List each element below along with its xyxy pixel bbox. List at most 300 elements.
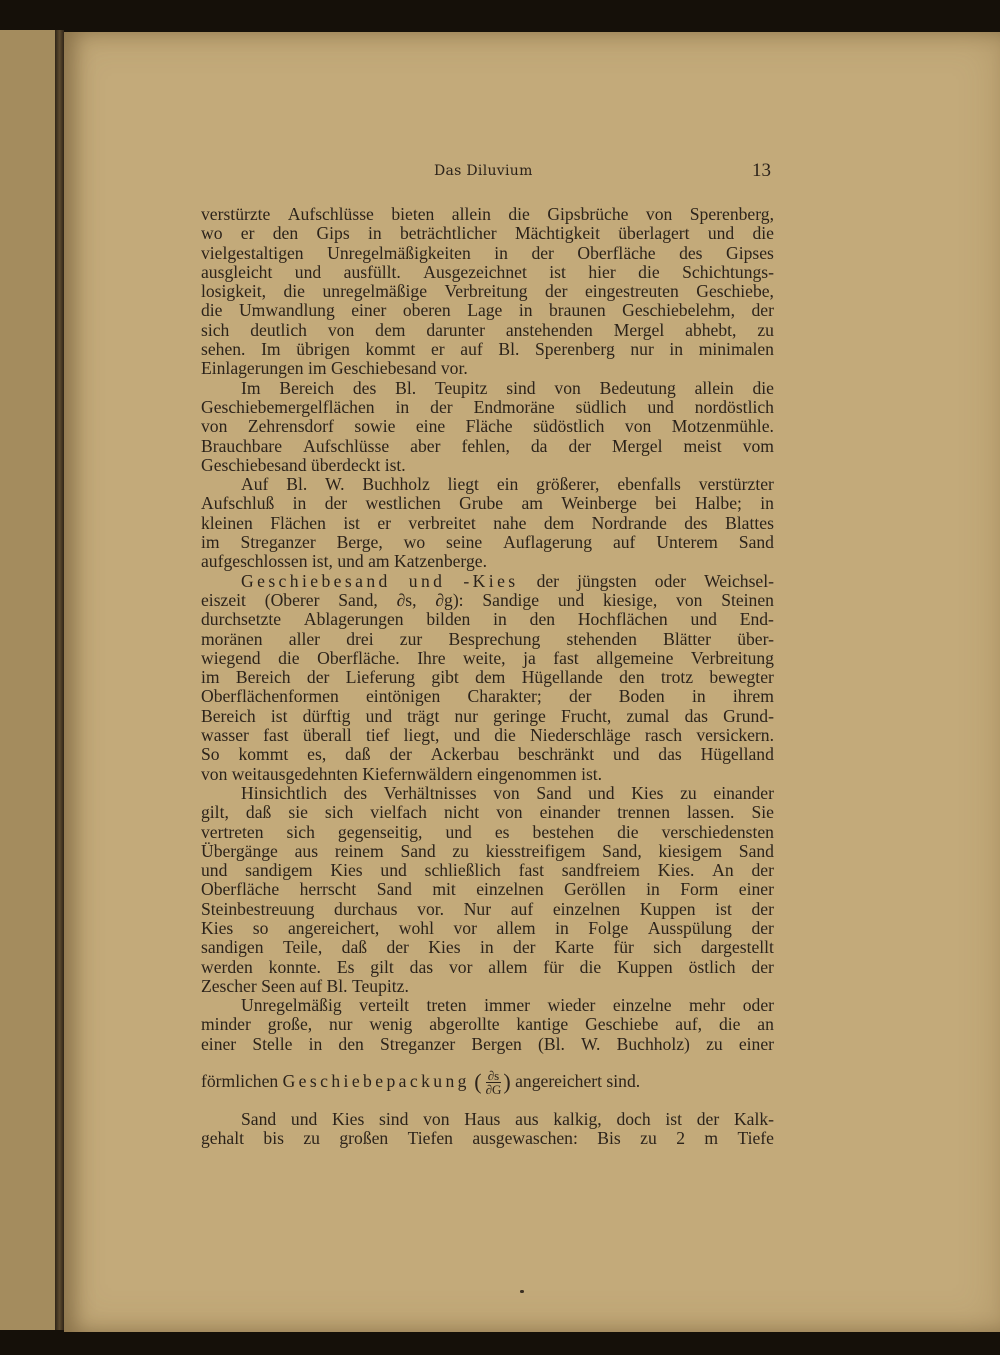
word: Ausspülung <box>647 917 732 938</box>
word: nordöstlich <box>694 396 774 417</box>
word: sandigen <box>201 937 264 958</box>
word: Kuppen <box>617 956 673 977</box>
word: Bl. <box>326 975 348 996</box>
word: Geschiebemergelflächen <box>201 396 375 417</box>
word: Oberflächenformen <box>201 686 339 707</box>
word: Sperenberg, <box>689 204 774 224</box>
word: Kies <box>330 860 363 881</box>
text-line <box>201 861 774 880</box>
word: meist <box>683 435 722 456</box>
word: sind <box>379 1109 409 1130</box>
fraction-numerator: ∂s <box>487 1067 500 1083</box>
word: durchaus <box>334 898 398 919</box>
text-line <box>201 379 774 398</box>
word: weite, <box>463 647 506 668</box>
word: Ablagerungen <box>303 609 404 630</box>
word: losigkeit, <box>201 281 266 302</box>
word: Streganzer <box>379 1033 456 1054</box>
word: er <box>431 339 445 360</box>
word: übrigen <box>296 339 350 360</box>
text-line <box>201 456 774 475</box>
text-line <box>201 1015 774 1034</box>
word: von <box>624 416 652 437</box>
body-text <box>201 205 774 1149</box>
word: Grund- <box>723 705 774 726</box>
word: die <box>283 281 305 302</box>
word: liegt <box>447 474 479 495</box>
word: vor. <box>440 358 468 379</box>
word: zu <box>303 1128 320 1149</box>
word: Weinberge <box>561 493 637 514</box>
word: Kies <box>428 937 461 958</box>
text-line <box>201 707 774 726</box>
word: Verbreitung <box>444 281 528 302</box>
word: und <box>707 223 735 244</box>
word: für <box>613 937 634 958</box>
word: weitausgedehnten <box>231 763 358 784</box>
word: allgemeine <box>596 647 674 668</box>
spaced-term: Geschiebepackung <box>282 1071 470 1092</box>
word: Unregelmäßig <box>241 995 342 1016</box>
word: angereichert, <box>287 917 380 938</box>
word: versickern. <box>696 725 774 746</box>
word: und <box>557 589 585 610</box>
word: ist <box>665 1109 682 1130</box>
word: des <box>343 782 368 803</box>
word: und <box>408 570 446 591</box>
word: Sandige <box>482 589 540 610</box>
word: zur <box>399 628 423 649</box>
word: die <box>752 223 774 244</box>
word: für <box>543 956 564 977</box>
word: gegenseitig, <box>337 821 423 842</box>
word: zu <box>680 782 697 803</box>
word: Sand <box>738 532 774 553</box>
word: sich <box>324 802 354 823</box>
word: ist <box>549 261 566 282</box>
page-mark <box>520 1290 524 1293</box>
word: der <box>751 956 774 977</box>
word: die <box>278 647 300 668</box>
word: kommt <box>365 339 416 360</box>
formula-line <box>201 1067 774 1097</box>
word: im <box>307 358 327 379</box>
word: der <box>569 686 592 707</box>
text-line <box>201 572 774 591</box>
word: allem <box>488 956 528 977</box>
word: (Oberer <box>264 589 320 610</box>
word: von <box>201 416 228 437</box>
word: der <box>751 917 774 938</box>
text-line <box>201 765 774 784</box>
word: Niederschläge <box>530 725 631 746</box>
word: von <box>493 782 520 803</box>
word: ist. <box>384 454 406 475</box>
word: Endmoräne <box>473 396 555 417</box>
word: Oberfläche. <box>317 647 400 668</box>
word: aber <box>410 435 441 456</box>
word: Es <box>336 956 355 977</box>
word: Weichsel- <box>704 570 774 591</box>
word: über- <box>737 628 774 649</box>
word: und <box>647 396 674 417</box>
word: dem <box>543 512 575 533</box>
word: er <box>240 223 255 244</box>
text-line <box>201 880 774 899</box>
word: des <box>679 242 703 263</box>
word: Aufschlüsse <box>287 204 374 224</box>
word: zu <box>706 1033 723 1054</box>
word: Übergänge <box>201 840 278 861</box>
word: in <box>518 300 533 321</box>
word: da <box>530 435 548 456</box>
word: er <box>377 512 392 533</box>
paren-close: ) <box>503 1069 511 1095</box>
word: ist <box>715 898 732 919</box>
word: Bereich <box>279 377 335 398</box>
word: wo <box>201 223 223 244</box>
word: Haus <box>464 1109 501 1130</box>
word: in <box>494 242 508 263</box>
running-head: Das Diluvium <box>434 163 533 179</box>
text-line <box>201 823 774 842</box>
word: zu <box>757 319 774 340</box>
word: und <box>201 860 228 881</box>
word: beträchtlicher <box>399 223 497 244</box>
word: nur <box>329 1014 353 1035</box>
word: beschränkt <box>517 744 595 765</box>
word: Ihre <box>417 647 446 668</box>
word: Bl. <box>395 377 417 398</box>
word: unregelmäßige <box>322 281 428 302</box>
word: kleinen <box>201 512 253 533</box>
word: die <box>494 725 516 746</box>
word: stehenden <box>566 628 637 649</box>
word: Bis <box>597 1128 621 1149</box>
word: von <box>645 204 673 224</box>
word: ausgleicht <box>201 261 273 282</box>
word: Bereich <box>235 667 291 688</box>
word: südöstlich <box>533 416 605 437</box>
text-line <box>201 900 774 919</box>
word: sich <box>286 821 315 842</box>
word: in <box>691 686 706 707</box>
text-line <box>201 224 774 243</box>
word: bewegter <box>709 667 774 688</box>
text-line <box>201 282 774 301</box>
word: dem <box>475 667 506 688</box>
word: Verhältnisses <box>383 782 477 803</box>
word: in <box>367 223 382 244</box>
word: (Bl. <box>538 1033 565 1054</box>
word: den <box>529 609 556 630</box>
word: größerer, <box>536 474 600 495</box>
word: aus <box>294 840 319 861</box>
word: Sperenberg <box>534 339 615 360</box>
word: Auflagerung <box>503 532 593 553</box>
word: daß <box>345 744 371 765</box>
word: Bedeutung <box>599 377 676 398</box>
text-line <box>201 244 774 263</box>
word: Zehrensdorf <box>247 416 334 437</box>
word: Sand, <box>602 840 642 861</box>
word: ∂g): <box>435 589 464 610</box>
word: Im <box>241 377 261 398</box>
word: nahe <box>493 512 527 533</box>
word: abhebt, <box>685 319 737 340</box>
word: westlichen <box>365 493 441 514</box>
word: einer <box>738 879 774 900</box>
word: einander <box>539 802 601 823</box>
word: werden <box>201 956 253 977</box>
word: den <box>619 667 645 688</box>
word: konnte. <box>268 956 321 977</box>
word: daß <box>245 802 272 823</box>
word: Gips <box>316 223 350 244</box>
word: drei <box>346 628 374 649</box>
word: Sand, <box>338 589 378 610</box>
word: m <box>704 1128 719 1149</box>
text-line <box>201 687 774 706</box>
word: An <box>712 860 734 881</box>
page-number: 13 <box>752 160 771 181</box>
word: Sand <box>738 840 774 861</box>
word: Kuppen <box>639 898 696 919</box>
word: Hügellande <box>521 667 603 688</box>
word: sehen. <box>201 339 246 360</box>
word: der <box>751 860 774 881</box>
word: und <box>613 744 640 765</box>
word: minimalen <box>698 339 774 360</box>
word: nicht <box>443 802 480 823</box>
word: von <box>423 1109 450 1130</box>
word: ja <box>523 647 536 668</box>
word: Schichtungs- <box>682 261 774 282</box>
word: am <box>368 551 390 572</box>
word: Kiefernwäldern <box>362 763 473 784</box>
word: liegt, <box>403 725 440 746</box>
word: Im <box>261 339 281 360</box>
word: kommt <box>238 744 289 765</box>
word: Sand <box>536 782 572 803</box>
word: Buchholz) <box>616 1033 690 1054</box>
word: dargestellt <box>700 937 774 958</box>
word: darunter <box>426 319 485 340</box>
word: Stelle <box>252 1033 293 1054</box>
word: großen <box>339 1128 389 1149</box>
word: Geschiebesand <box>330 358 437 379</box>
word: das <box>409 956 434 977</box>
text-line <box>201 494 774 513</box>
text-line <box>201 842 774 861</box>
word: Grube <box>459 493 504 514</box>
word: wieder <box>547 995 596 1016</box>
word: in <box>395 396 410 417</box>
word: Geschiebe <box>585 1014 659 1035</box>
word: rasch <box>644 725 683 746</box>
word: der <box>430 396 453 417</box>
word: Form <box>680 879 719 900</box>
word: sind <box>506 377 536 398</box>
word: vielfach <box>370 802 427 823</box>
word: verstürzte <box>201 204 271 224</box>
word: lassen. <box>687 802 735 823</box>
word: mit <box>432 879 456 900</box>
word: Hinsichtlich <box>241 782 328 803</box>
word: Mächtigkeit <box>514 223 600 244</box>
word: Umwandlung <box>238 300 335 321</box>
word: die <box>638 261 660 282</box>
word: Aufschlüsse <box>303 435 390 456</box>
word: einzelne <box>612 995 672 1016</box>
word: Geröllen <box>564 879 626 900</box>
word: kantige <box>516 1014 569 1035</box>
word: und <box>290 1109 318 1130</box>
paren-open: ( <box>474 1069 482 1095</box>
word: die <box>718 1014 741 1035</box>
word: W. <box>581 1033 601 1054</box>
word: zumal <box>626 705 670 726</box>
text-line <box>201 649 774 668</box>
word: Zescher <box>201 975 257 996</box>
word: südlich <box>575 396 627 417</box>
word: oberen <box>402 300 451 321</box>
word: einzelnen <box>552 898 621 919</box>
word: und <box>380 860 407 881</box>
word: deutlich <box>250 319 307 340</box>
word: der <box>386 937 409 958</box>
text-line <box>201 437 774 456</box>
word: von <box>676 589 703 610</box>
word: die <box>508 204 530 224</box>
word: nur <box>630 339 654 360</box>
word: -Kies <box>463 570 519 591</box>
word: bei <box>655 493 677 514</box>
text-line <box>201 938 774 957</box>
word: so <box>252 917 269 938</box>
word: der <box>545 281 568 302</box>
word: nur <box>454 705 478 726</box>
text-line <box>201 552 774 571</box>
word: durchsetzte <box>201 609 282 630</box>
text-line <box>201 958 774 977</box>
word: Frucht, <box>560 705 612 726</box>
word: Nordrande <box>591 512 667 533</box>
text-line <box>201 610 774 629</box>
word: Flächen <box>270 512 326 533</box>
word: allein <box>694 377 734 398</box>
word: W. <box>325 474 345 495</box>
word: der <box>513 937 536 958</box>
word: im <box>201 532 220 553</box>
text-line <box>201 359 774 378</box>
word: Geschiebelehm, <box>622 300 735 321</box>
word: Tiefe <box>737 1128 774 1149</box>
word: eine <box>415 416 446 437</box>
word: und <box>453 725 480 746</box>
word: Bereich <box>201 705 256 726</box>
text-line <box>201 321 774 340</box>
word: gehalt <box>201 1128 244 1149</box>
text-line <box>201 803 774 822</box>
word: eintönigen <box>366 686 441 707</box>
word: aller <box>288 628 321 649</box>
word: einzelnen <box>476 879 544 900</box>
word: verbreitet <box>408 512 476 533</box>
word: Teupitz <box>434 377 488 398</box>
word: es <box>494 821 510 842</box>
formula-text-after: angereichert sind. <box>515 1071 641 1092</box>
word: oder <box>742 995 774 1016</box>
word: der <box>306 667 330 688</box>
word: Streganzer <box>240 532 316 553</box>
word: minder <box>201 1014 251 1035</box>
word: Mergel <box>612 435 663 456</box>
word: überlagert <box>618 223 690 244</box>
word: kiesige, <box>603 589 658 610</box>
word: einander <box>713 782 774 803</box>
word: ist. <box>581 763 603 784</box>
text-line <box>201 919 774 938</box>
word: bis <box>263 1128 284 1149</box>
word: bilden <box>426 609 471 630</box>
symbol-fraction <box>484 1069 504 1096</box>
word: Bl. <box>498 339 520 360</box>
word: der <box>531 242 554 263</box>
word: treten <box>426 995 467 1016</box>
word: vor. <box>417 898 445 919</box>
word: Ackerbau <box>430 744 500 765</box>
word: ist <box>270 705 288 726</box>
word: einer <box>201 1033 237 1054</box>
word: auf <box>612 532 636 553</box>
text-line <box>201 533 774 552</box>
word: bestehen <box>532 821 595 842</box>
word: überdeckt <box>310 454 381 475</box>
word: der <box>389 744 412 765</box>
word: Kies <box>332 1109 365 1130</box>
word: ihrem <box>732 686 774 707</box>
word: ein <box>496 474 519 495</box>
text-line <box>201 745 774 764</box>
word: und <box>445 821 472 842</box>
word: fast <box>263 725 289 746</box>
word: wiegend <box>201 647 261 668</box>
word: die <box>201 300 223 321</box>
word: Mergel <box>613 319 665 340</box>
text-line <box>201 340 774 359</box>
word: Geschiebesand <box>241 570 391 591</box>
word: und <box>294 261 322 282</box>
word: daß <box>341 937 368 958</box>
word: zu <box>640 1128 657 1149</box>
word: bieten <box>391 204 435 224</box>
word: sandfreiem <box>561 860 640 881</box>
word: kiesigem <box>658 840 723 861</box>
word: in <box>760 493 774 514</box>
word: oder <box>654 570 687 591</box>
formula-text-before: förmlichen <box>201 1071 279 1092</box>
word: vor <box>448 956 473 977</box>
word: Unregelmäßigkeiten <box>327 242 471 263</box>
word: von <box>201 763 228 784</box>
word: der <box>324 493 348 514</box>
word: Motzenmühle. <box>671 416 774 437</box>
word: Buchholz <box>362 474 430 495</box>
word: Lieferung <box>345 667 416 688</box>
word: Verbreitung <box>690 647 774 668</box>
text-line <box>201 668 774 687</box>
